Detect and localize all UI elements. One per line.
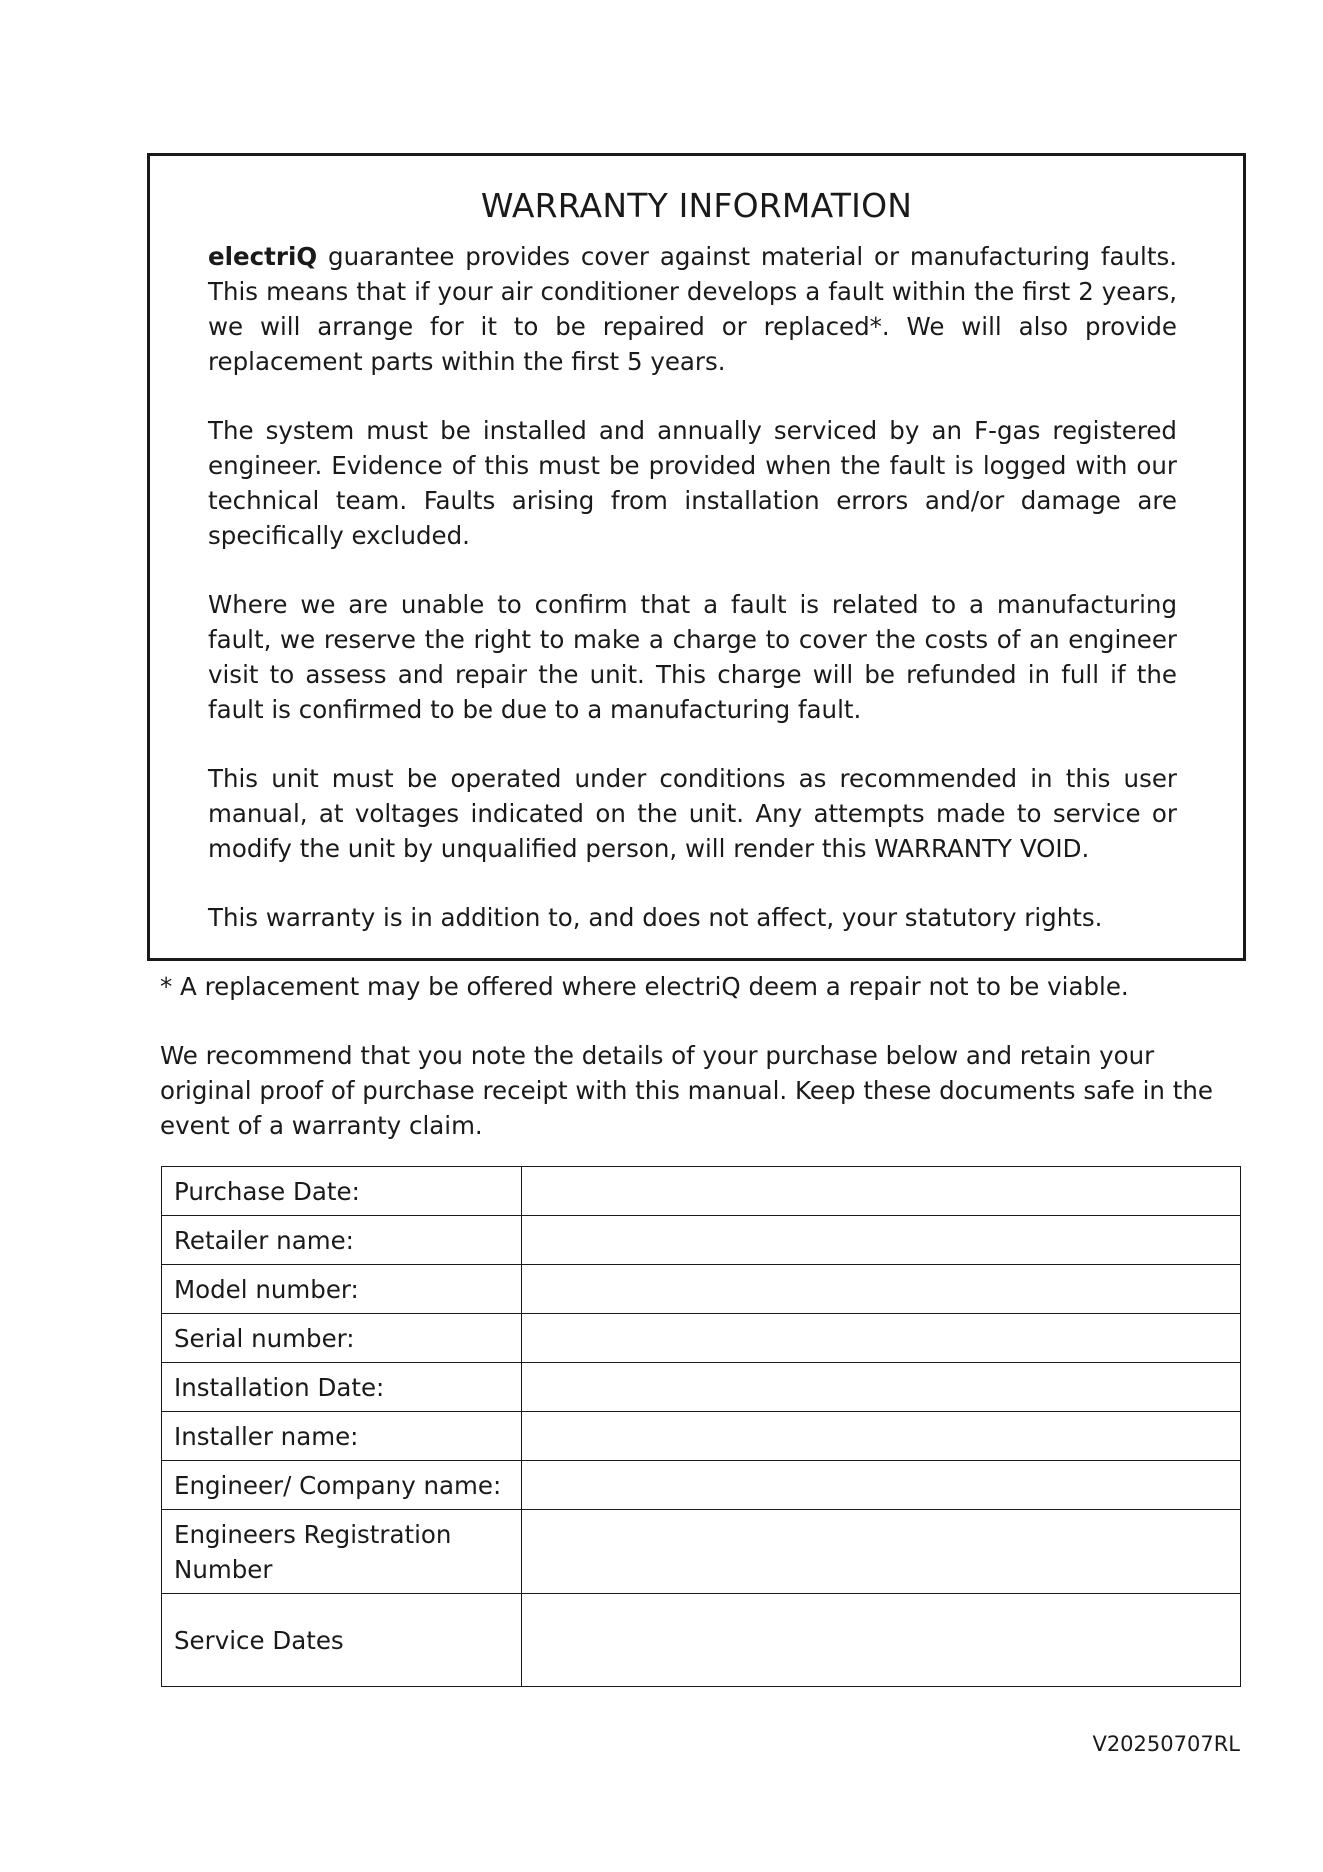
table-row — [162, 1314, 1241, 1363]
table-row — [162, 1265, 1241, 1314]
service-dates-label: Service Dates — [162, 1594, 522, 1687]
table-row — [162, 1594, 1241, 1687]
table-row — [162, 1216, 1241, 1265]
serial-number-field[interactable] — [522, 1314, 1241, 1363]
warranty-title: WARRANTY INFORMATION — [480, 186, 913, 225]
model-number-label: Model number: — [162, 1265, 522, 1314]
warranty-intro-text: guarantee provides cover against material or manufacturing faults. This means that if your air conditioner develops a fault within the first 2 years, we will arrange for it to be repaired or replaced*. We will also provide replacement parts within the first 5 years. — [208, 242, 1177, 376]
purchase-date-field[interactable] — [522, 1167, 1241, 1216]
model-number-field[interactable] — [522, 1265, 1241, 1314]
installation-date-field[interactable] — [522, 1363, 1241, 1412]
installation-date-label: Installation Date: — [162, 1363, 522, 1412]
retailer-name-label: Retailer name: — [162, 1216, 522, 1265]
replacement-footnote: * A replacement may be offered where electriQ deem a repair not to be viable. — [160, 972, 1129, 1001]
brand-name: electriQ — [208, 242, 318, 271]
table-row — [162, 1412, 1241, 1461]
purchase-date-label: Purchase Date: — [162, 1167, 522, 1216]
retailer-name-field[interactable] — [522, 1216, 1241, 1265]
warranty-charge-paragraph: Where we are unable to confirm that a fault is related to a manufacturing fault, we reserve the right to make a charge to cover the costs of an engineer visit to assess and repair the unit. This charge will be refunded in full if the fault is confirmed to be due to a manufacturing fault. — [208, 590, 1177, 724]
version-code: V20250707RL — [1092, 1732, 1240, 1756]
table-row — [162, 1363, 1241, 1412]
recommendation-paragraph: We recommend that you note the details of your purchase below and retain your original proof of purchase receipt with this manual. Keep these documents safe in the event of a warranty claim. — [160, 1041, 1213, 1140]
purchase-details-table — [161, 1166, 1241, 1687]
warranty-installation-paragraph: The system must be installed and annually serviced by an F-gas registered engineer. Evidence of this must be provided when the fault is logged with our technical team. Faults arising from installation errors and/or damage are specifically excluded. — [208, 416, 1177, 550]
warranty-statutory-paragraph: This warranty is in addition to, and does not affect, your statutory rights. — [208, 903, 1103, 932]
engineers-registration-number-field[interactable] — [522, 1510, 1241, 1594]
engineer-company-name-label: Engineer/ Company name: — [162, 1461, 522, 1510]
engineer-company-name-field[interactable] — [522, 1461, 1241, 1510]
service-dates-field[interactable] — [522, 1594, 1241, 1687]
warranty-box — [147, 153, 1246, 961]
installer-name-label: Installer name: — [162, 1412, 522, 1461]
warranty-conditions-paragraph: This unit must be operated under conditions as recommended in this user manual, at voltages indicated on the unit. Any attempts made to service or modify the unit by unqualified person, will render this WARRANTY VOID. — [208, 764, 1177, 863]
engineers-registration-number-label: Engineers Registration Number — [162, 1510, 522, 1594]
installer-name-field[interactable] — [522, 1412, 1241, 1461]
table-row — [162, 1461, 1241, 1510]
table-row — [162, 1167, 1241, 1216]
serial-number-label: Serial number: — [162, 1314, 522, 1363]
table-row — [162, 1510, 1241, 1594]
warranty-intro-paragraph — [208, 239, 1177, 379]
